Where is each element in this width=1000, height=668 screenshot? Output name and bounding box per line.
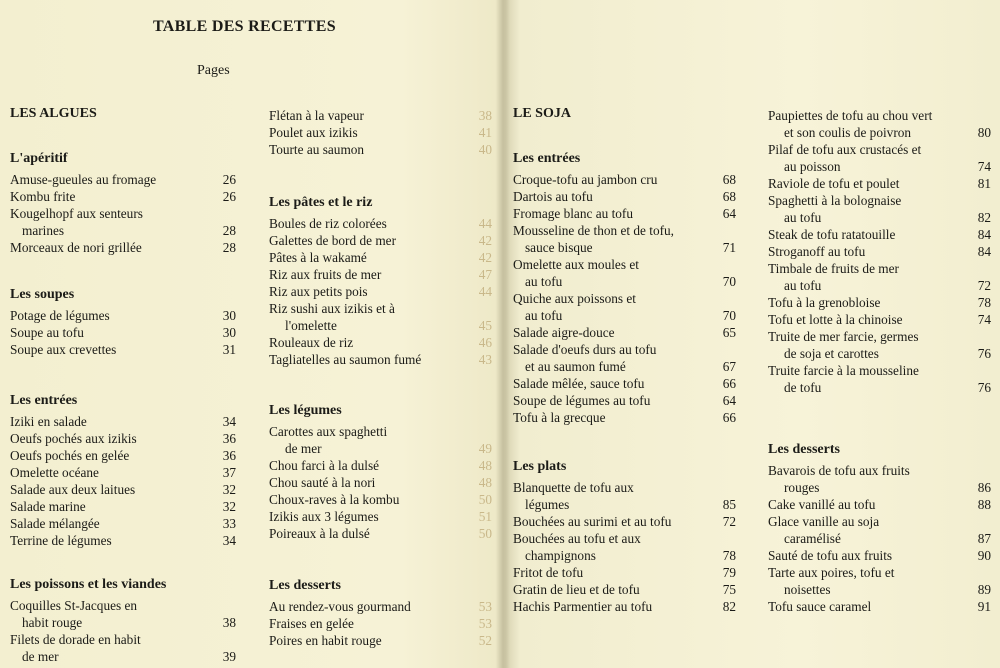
recipe-title: Izikis aux 3 légumes [269, 509, 379, 524]
page-number: 30 [222, 308, 236, 323]
recipe-title: et au saumon fumé [525, 359, 626, 374]
page-number: 91 [977, 599, 991, 614]
recipe-title: Riz aux fruits de mer [269, 267, 382, 282]
page-number: 32 [222, 499, 236, 514]
recipe-title: Pilaf de tofu aux crustacés et [768, 142, 922, 157]
recipe-title: Truite farcie à la mousseline [768, 363, 919, 378]
category-heading: Les entrées [10, 393, 78, 408]
page-number: 26 [222, 189, 236, 204]
category-heading: Les poissons et les viandes [10, 577, 167, 592]
page-number: 88 [977, 497, 991, 512]
recipe-title: Amuse-gueules au fromage [10, 172, 157, 187]
category-heading: Les plats [513, 459, 567, 474]
recipe-title: Coquilles St-Jacques en [10, 598, 138, 613]
category-heading: Les pâtes et le riz [269, 195, 373, 210]
recipe-title: Hachis Parmentier au tofu [513, 599, 653, 614]
recipe-title: Stroganoff au tofu [768, 244, 866, 259]
page-number: 28 [222, 240, 236, 255]
recipe-title: Salade d'oeufs durs au tofu [513, 342, 657, 357]
page-number: 40 [478, 142, 492, 157]
page-number: 28 [222, 223, 236, 238]
recipe-title: au tofu [525, 308, 563, 323]
page-number: 43 [478, 352, 492, 367]
page-number: 51 [478, 509, 492, 524]
page-number: 46 [478, 335, 492, 350]
recipe-title: Bavarois de tofu aux fruits [768, 463, 910, 478]
recipe-title: caramélisé [784, 531, 841, 546]
section-heading: LES ALGUES [10, 106, 97, 121]
recipe-title: Salade aux deux laitues [10, 482, 136, 497]
recipe-title: Pâtes à la wakamé [269, 250, 367, 265]
recipe-title: Bouchées au tofu et aux [513, 531, 641, 546]
recipe-title: Dartois au tofu [513, 189, 593, 204]
recipe-title: habit rouge [22, 615, 83, 630]
recipe-title: Riz aux petits pois [269, 284, 368, 299]
recipe-title: Tagliatelles au saumon fumé [269, 352, 422, 367]
recipe-title: au tofu [525, 274, 563, 289]
book-gutter [496, 0, 510, 668]
recipe-title: Chou farci à la dulsé [269, 458, 380, 473]
page-number: 85 [722, 497, 736, 512]
recipe-title: Rouleaux de riz [269, 335, 354, 350]
recipe-title: Fritot de tofu [513, 565, 584, 580]
page-number: 45 [478, 318, 492, 333]
page-number: 30 [222, 325, 236, 340]
page-number: 78 [722, 548, 736, 563]
page-number: 44 [478, 284, 492, 299]
recipe-title: Au rendez-vous gourmand [269, 599, 411, 614]
recipe-title: Fraises en gelée [269, 616, 354, 631]
category-heading: Les légumes [269, 403, 342, 418]
page-title: TABLE DES RECETTES [153, 18, 336, 35]
page-number: 89 [977, 582, 991, 597]
recipe-title: Kombu frite [10, 189, 76, 204]
recipe-title: Galettes de bord de mer [269, 233, 397, 248]
page-number: 75 [722, 582, 736, 597]
recipe-title: Tofu à la grenobloise [768, 295, 881, 310]
recipe-title: Poires en habit rouge [269, 633, 382, 648]
recipe-title: champignons [525, 548, 596, 563]
page-number: 36 [222, 431, 236, 446]
page-number: 38 [222, 615, 236, 630]
recipe-title: Tofu et lotte à la chinoise [768, 312, 903, 327]
page-number: 90 [977, 548, 991, 563]
page-number: 64 [722, 206, 736, 221]
recipe-title: Timbale de fruits de mer [768, 261, 899, 276]
recipe-title: Soupe de légumes au tofu [513, 393, 651, 408]
recipe-title: au tofu [784, 210, 822, 225]
page-number: 80 [977, 125, 991, 140]
page-number: 64 [722, 393, 736, 408]
page-number: 84 [977, 227, 991, 242]
section-heading: LE SOJA [513, 106, 571, 121]
recipe-title: Paupiettes de tofu au chou vert [768, 108, 933, 123]
page-number: 41 [478, 125, 492, 140]
recipe-title: Tarte aux poires, tofu et [768, 565, 895, 580]
page-number: 42 [478, 233, 492, 248]
category-heading: Les soupes [10, 287, 75, 302]
page-number: 68 [722, 189, 736, 204]
recipe-title: Salade mêlée, sauce tofu [513, 376, 645, 391]
page-number: 68 [722, 172, 736, 187]
page-number: 34 [222, 533, 236, 548]
recipe-title: de tofu [784, 380, 822, 395]
recipe-title: Omelette aux moules et [513, 257, 639, 272]
page-number: 66 [722, 376, 736, 391]
page-number: 71 [722, 240, 736, 255]
page-number: 81 [977, 176, 991, 191]
page-number: 48 [478, 458, 492, 473]
page-number: 67 [722, 359, 736, 374]
page-number: 82 [977, 210, 991, 225]
page-number: 49 [478, 441, 492, 456]
page-number: 82 [722, 599, 736, 614]
page-number: 76 [977, 380, 991, 395]
recipe-title: sauce bisque [525, 240, 593, 255]
recipe-title: noisettes [784, 582, 831, 597]
recipe-title: Choux-raves à la kombu [269, 492, 400, 507]
recipe-title: Filets de dorade en habit [10, 632, 141, 647]
page-number: 39 [222, 649, 236, 664]
page-number: 86 [977, 480, 991, 495]
page-number: 70 [722, 274, 736, 289]
page-number: 53 [478, 599, 492, 614]
page-number: 31 [222, 342, 236, 357]
recipe-title: Quiche aux poissons et [513, 291, 636, 306]
recipe-title: Steak de tofu ratatouille [768, 227, 896, 242]
page-number: 32 [222, 482, 236, 497]
recipe-title: Salade marine [10, 499, 86, 514]
recipe-title: Sauté de tofu aux fruits [768, 548, 893, 563]
recipe-title: Raviole de tofu et poulet [768, 176, 900, 191]
recipe-title: Soupe aux crevettes [10, 342, 117, 357]
recipe-title: Tourte au saumon [269, 142, 365, 157]
recipe-title: Blanquette de tofu aux [513, 480, 634, 495]
recipe-title: Chou sauté à la nori [269, 475, 376, 490]
recipe-title: Boules de riz colorées [269, 216, 387, 231]
page-number: 33 [222, 516, 236, 531]
page-number: 38 [478, 108, 492, 123]
recipe-title: Croque-tofu au jambon cru [513, 172, 658, 187]
recipe-title: Flétan à la vapeur [269, 108, 364, 123]
recipe-title: marines [22, 223, 65, 238]
page-number: 65 [722, 325, 736, 340]
recipe-title: Cake vanillé au tofu [768, 497, 876, 512]
recipe-title: de mer [285, 441, 322, 456]
page-number: 76 [977, 346, 991, 361]
recipe-title: Carottes aux spaghetti [269, 424, 388, 439]
recipe-title: légumes [525, 497, 570, 512]
page-number: 50 [478, 526, 492, 541]
page-number: 47 [478, 267, 492, 282]
page-number: 26 [222, 172, 236, 187]
recipe-title: Kougelhopf aux senteurs [10, 206, 143, 221]
recipe-title: Iziki en salade [10, 414, 87, 429]
category-heading: L'apéritif [10, 151, 68, 166]
recipe-title: Mousseline de thon et de tofu, [513, 223, 675, 238]
page-number: 50 [478, 492, 492, 507]
recipe-title: Tofu à la grecque [513, 410, 606, 425]
page-number: 84 [977, 244, 991, 259]
page-number: 34 [222, 414, 236, 429]
page-number: 37 [222, 465, 236, 480]
recipe-title: Morceaux de nori grillée [10, 240, 142, 255]
recipe-title: Oeufs pochés aux izikis [10, 431, 137, 446]
recipe-title: au tofu [784, 278, 822, 293]
page-number: 53 [478, 616, 492, 631]
category-heading: Les entrées [513, 151, 581, 166]
recipe-title: Truite de mer farcie, germes [768, 329, 919, 344]
recipe-title: Terrine de légumes [10, 533, 112, 548]
page-number: 70 [722, 308, 736, 323]
recipe-title: et son coulis de poivron [784, 125, 912, 140]
category-heading: Les desserts [768, 442, 840, 457]
page-number: 52 [478, 633, 492, 648]
page-number: 87 [977, 531, 991, 546]
page-number: 42 [478, 250, 492, 265]
page-number: 74 [977, 312, 991, 327]
recipe-title: Omelette océane [10, 465, 99, 480]
recipe-title: Tofu sauce caramel [768, 599, 872, 614]
recipe-title: Salade aigre-douce [513, 325, 615, 340]
recipe-title: Salade mélangée [10, 516, 100, 531]
recipe-title: Poulet aux izikis [269, 125, 358, 140]
recipe-title: Soupe au tofu [10, 325, 84, 340]
recipe-title: Glace vanille au soja [768, 514, 880, 529]
page-number: 72 [722, 514, 736, 529]
page-number: 74 [977, 159, 991, 174]
page-number: 36 [222, 448, 236, 463]
recipe-title: de mer [22, 649, 59, 664]
recipe-title: rouges [784, 480, 820, 495]
recipe-title: Bouchées au surimi et au tofu [513, 514, 672, 529]
page-number: 48 [478, 475, 492, 490]
recipe-title: Potage de légumes [10, 308, 110, 323]
page-number: 79 [722, 565, 736, 580]
recipe-title: au poisson [784, 159, 841, 174]
recipe-title: Fromage blanc au tofu [513, 206, 634, 221]
category-heading: Les desserts [269, 578, 341, 593]
recipe-title: Gratin de lieu et de tofu [513, 582, 640, 597]
recipe-title: Spaghetti à la bolognaise [768, 193, 902, 208]
page-number: 78 [977, 295, 991, 310]
pages-label: Pages [197, 63, 230, 78]
recipe-title: l'omelette [285, 318, 337, 333]
recipe-title: de soja et carottes [784, 346, 879, 361]
page-number: 44 [478, 216, 492, 231]
recipe-title: Poireaux à la dulsé [269, 526, 370, 541]
recipe-title: Riz sushi aux izikis et à [269, 301, 395, 316]
recipe-title: Oeufs pochés en gelée [10, 448, 130, 463]
page-number: 66 [722, 410, 736, 425]
page-number: 72 [977, 278, 991, 293]
